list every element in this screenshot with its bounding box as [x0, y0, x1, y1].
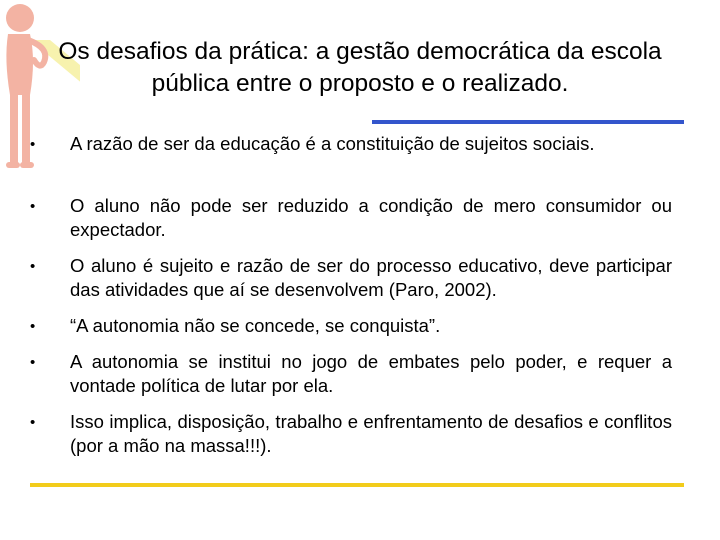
bullet-dot: • [30, 136, 36, 153]
list-item [30, 194, 672, 242]
title-underline [372, 120, 684, 124]
list-item [30, 410, 672, 458]
bullet-text: Isso implica, disposição, trabalho e enfrentamento de desafios e conflitos (por a mão na massa!!!). [70, 411, 672, 456]
thinking-person-icon [0, 0, 80, 200]
list-item [30, 314, 672, 338]
bullet-text: A autonomia se institui no jogo de embates pelo poder, e requer a vontade política de lutar por ela. [70, 351, 672, 396]
bullet-dot: • [30, 318, 36, 335]
footer-rule [30, 483, 684, 487]
slide-title: Os desafios da prática: a gestão democrática da escola pública entre o proposto e o realizado. [58, 38, 662, 97]
list-item [30, 350, 672, 398]
bullet-text: O aluno é sujeito e razão de ser do processo educativo, deve participar das atividades que aí se desenvolvem (Paro, 2002). [70, 255, 672, 300]
list-item [30, 132, 672, 156]
list-item [30, 254, 672, 302]
bullet-dot: • [30, 414, 36, 431]
bullet-dot: • [30, 198, 36, 215]
bullet-text: A razão de ser da educação é a constituição de sujeitos sociais. [70, 133, 595, 154]
bullet-text: O aluno não pode ser reduzido a condição de mero consumidor ou expectador. [70, 195, 672, 240]
bullet-dot: • [30, 258, 36, 275]
bullet-dot: • [30, 354, 36, 371]
bullet-text: “A autonomia não se concede, se conquista”. [70, 315, 441, 336]
